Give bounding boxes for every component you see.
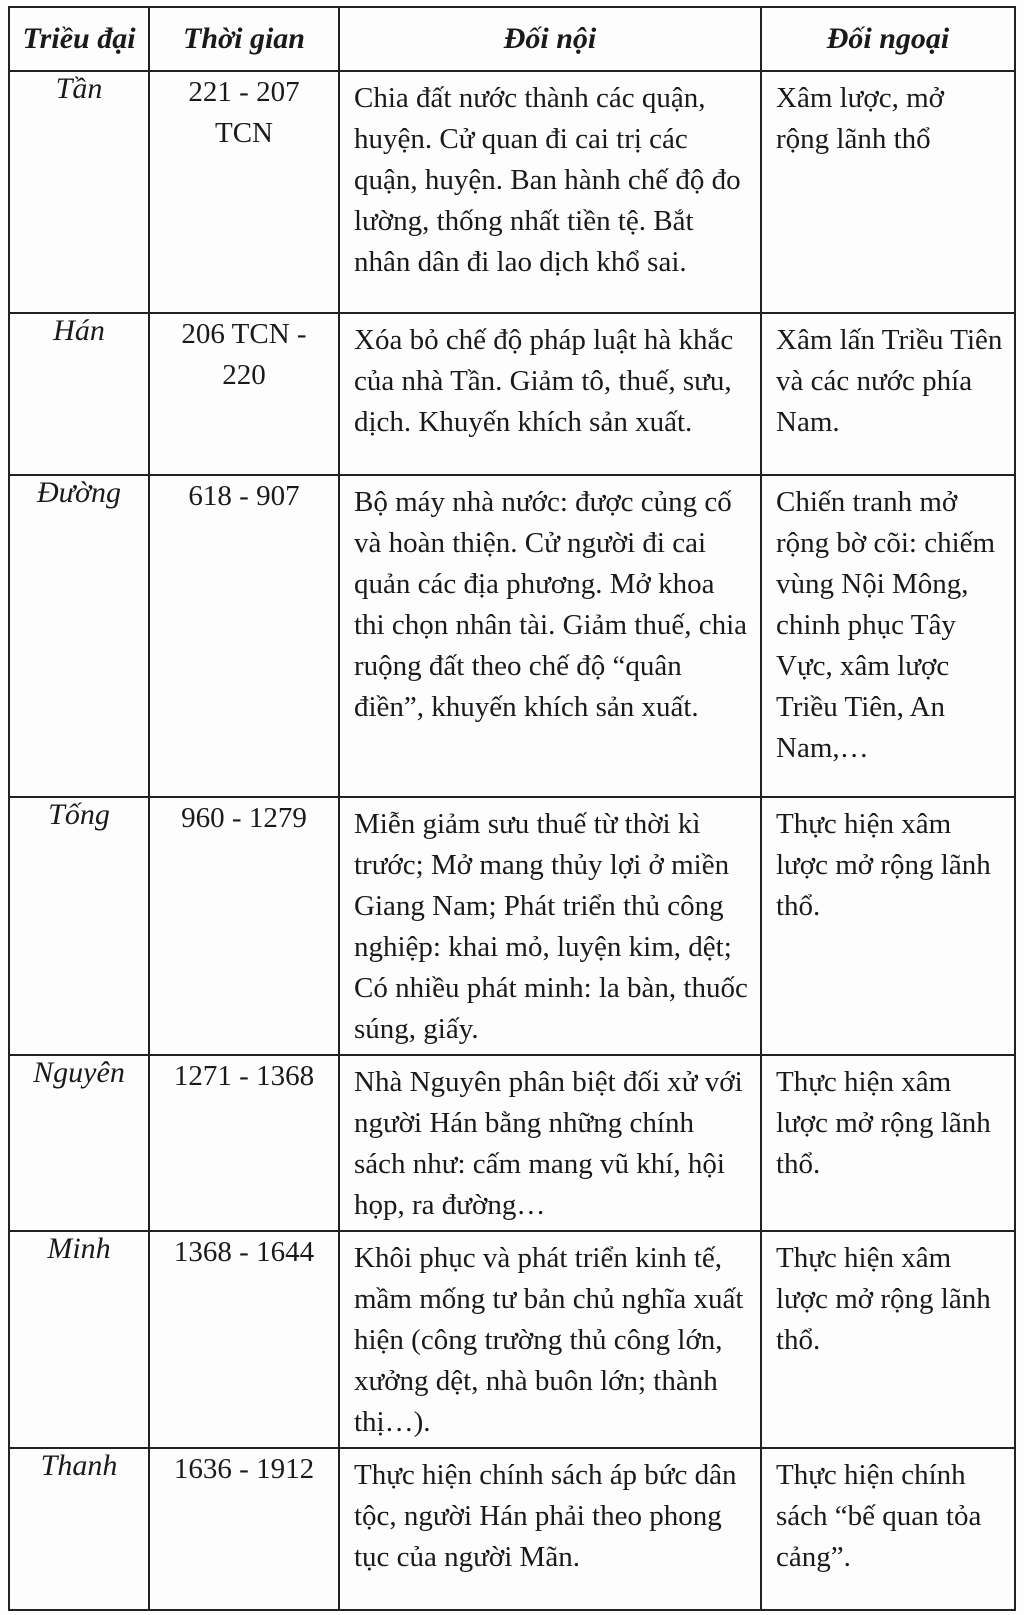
domestic-text: Bộ máy nhà nước: được củng cố và hoàn thiện. Cử người đi cai quản các địa phương. Mở khoa thi chọn nhân tài. Giảm thuế, chia ruộng đất theo chế độ “quân điền”, khuyến khích sản xuất.	[354, 486, 748, 723]
foreign-policy	[761, 1231, 1015, 1448]
table-row	[9, 71, 1015, 313]
foreign-text: Xâm lấn Triều Tiên và các nước phía Nam.	[776, 324, 1003, 438]
dynasty-period	[149, 797, 339, 1055]
dynasty-name: Thanh	[9, 1448, 149, 1610]
foreign-text: Chiến tranh mở rộng bờ cõi: chiếm vùng Nội Mông, chinh phục Tây Vực, xâm lược Triều Tiên, An Nam,…	[776, 486, 996, 764]
header-dynasty: Triều đại	[9, 7, 149, 71]
dynasty-period	[149, 1055, 339, 1231]
domestic-policy	[339, 797, 761, 1055]
domestic-policy	[339, 71, 761, 313]
domestic-text: Xóa bỏ chế độ pháp luật hà khắc của nhà Tần. Giảm tô, thuế, sưu, dịch. Khuyến khích sản xuất.	[354, 324, 734, 438]
dynasty-period	[149, 313, 339, 475]
domestic-policy	[339, 1448, 761, 1610]
table-row	[9, 1055, 1015, 1231]
period-text: 960 - 1279	[181, 802, 307, 834]
domestic-policy	[339, 1231, 761, 1448]
table-row	[9, 313, 1015, 475]
domestic-text: Miễn giảm sưu thuế từ thời kì trước; Mở mang thủy lợi ở miền Giang Nam; Phát triển thủ công nghiệp: khai mỏ, luyện kim, dệt; Có nhiều phát minh: la bàn, thuốc súng, giấy.	[354, 808, 748, 1045]
domestic-policy	[339, 475, 761, 797]
period-text: 1271 - 1368	[173, 1060, 315, 1092]
dynasty-name: Tần	[9, 71, 149, 313]
dynasty-period	[149, 71, 339, 313]
domestic-policy	[339, 313, 761, 475]
table-row	[9, 475, 1015, 797]
dynasty-period	[149, 1231, 339, 1448]
domestic-policy	[339, 1055, 761, 1231]
header-foreign: Đối ngoại	[761, 7, 1015, 71]
domestic-text: Chia đất nước thành các quận, huyện. Cử quan đi cai trị các quận, huyện. Ban hành chế độ đo lường, thống nhất tiền tệ. Bắt nhân dân đi lao dịch khổ sai.	[354, 82, 741, 278]
foreign-text: Thực hiện xâm lược mở rộng lãnh thổ.	[776, 1066, 991, 1180]
domestic-text: Nhà Nguyên phân biệt đối xử với người Hán bằng những chính sách như: cấm mang vũ khí, hội họp, ra đường…	[354, 1066, 743, 1221]
dynasty-name: Nguyên	[9, 1055, 149, 1231]
period-text: 206 TCN - 220	[181, 318, 307, 391]
period-text: 1636 - 1912	[173, 1453, 315, 1485]
table-row	[9, 797, 1015, 1055]
header-row	[9, 7, 1015, 71]
table-row	[9, 1231, 1015, 1448]
domestic-text: Khôi phục và phát triển kinh tế, mầm mống tư bản chủ nghĩa xuất hiện (công trường thủ công lớn, xưởng dệt, nhà buôn lớn; thành thị…).	[354, 1242, 744, 1438]
header-period: Thời gian	[149, 7, 339, 71]
foreign-policy	[761, 1055, 1015, 1231]
domestic-text: Thực hiện chính sách áp bức dân tộc, người Hán phải theo phong tục của người Mãn.	[354, 1459, 737, 1573]
dynasty-period	[149, 475, 339, 797]
period-text: 618 - 907	[188, 480, 300, 512]
dynasty-name: Tống	[9, 797, 149, 1055]
header-domestic: Đối nội	[339, 7, 761, 71]
dynasty-name: Đường	[9, 475, 149, 797]
period-text: 221 - 207 TCN	[188, 76, 300, 149]
foreign-policy	[761, 71, 1015, 313]
foreign-text: Xâm lược, mở rộng lãnh thổ	[776, 82, 944, 155]
foreign-text: Thực hiện xâm lược mở rộng lãnh thổ.	[776, 1242, 991, 1356]
foreign-policy	[761, 475, 1015, 797]
dynasty-name: Minh	[9, 1231, 149, 1448]
dynasty-table	[8, 6, 1016, 1611]
foreign-text: Thực hiện chính sách “bế quan tỏa cảng”.	[776, 1459, 982, 1573]
table-row	[9, 1448, 1015, 1610]
foreign-policy	[761, 797, 1015, 1055]
foreign-policy	[761, 1448, 1015, 1610]
dynasty-period	[149, 1448, 339, 1610]
foreign-text: Thực hiện xâm lược mở rộng lãnh thổ.	[776, 808, 991, 922]
dynasty-name: Hán	[9, 313, 149, 475]
foreign-policy	[761, 313, 1015, 475]
period-text: 1368 - 1644	[173, 1236, 315, 1268]
